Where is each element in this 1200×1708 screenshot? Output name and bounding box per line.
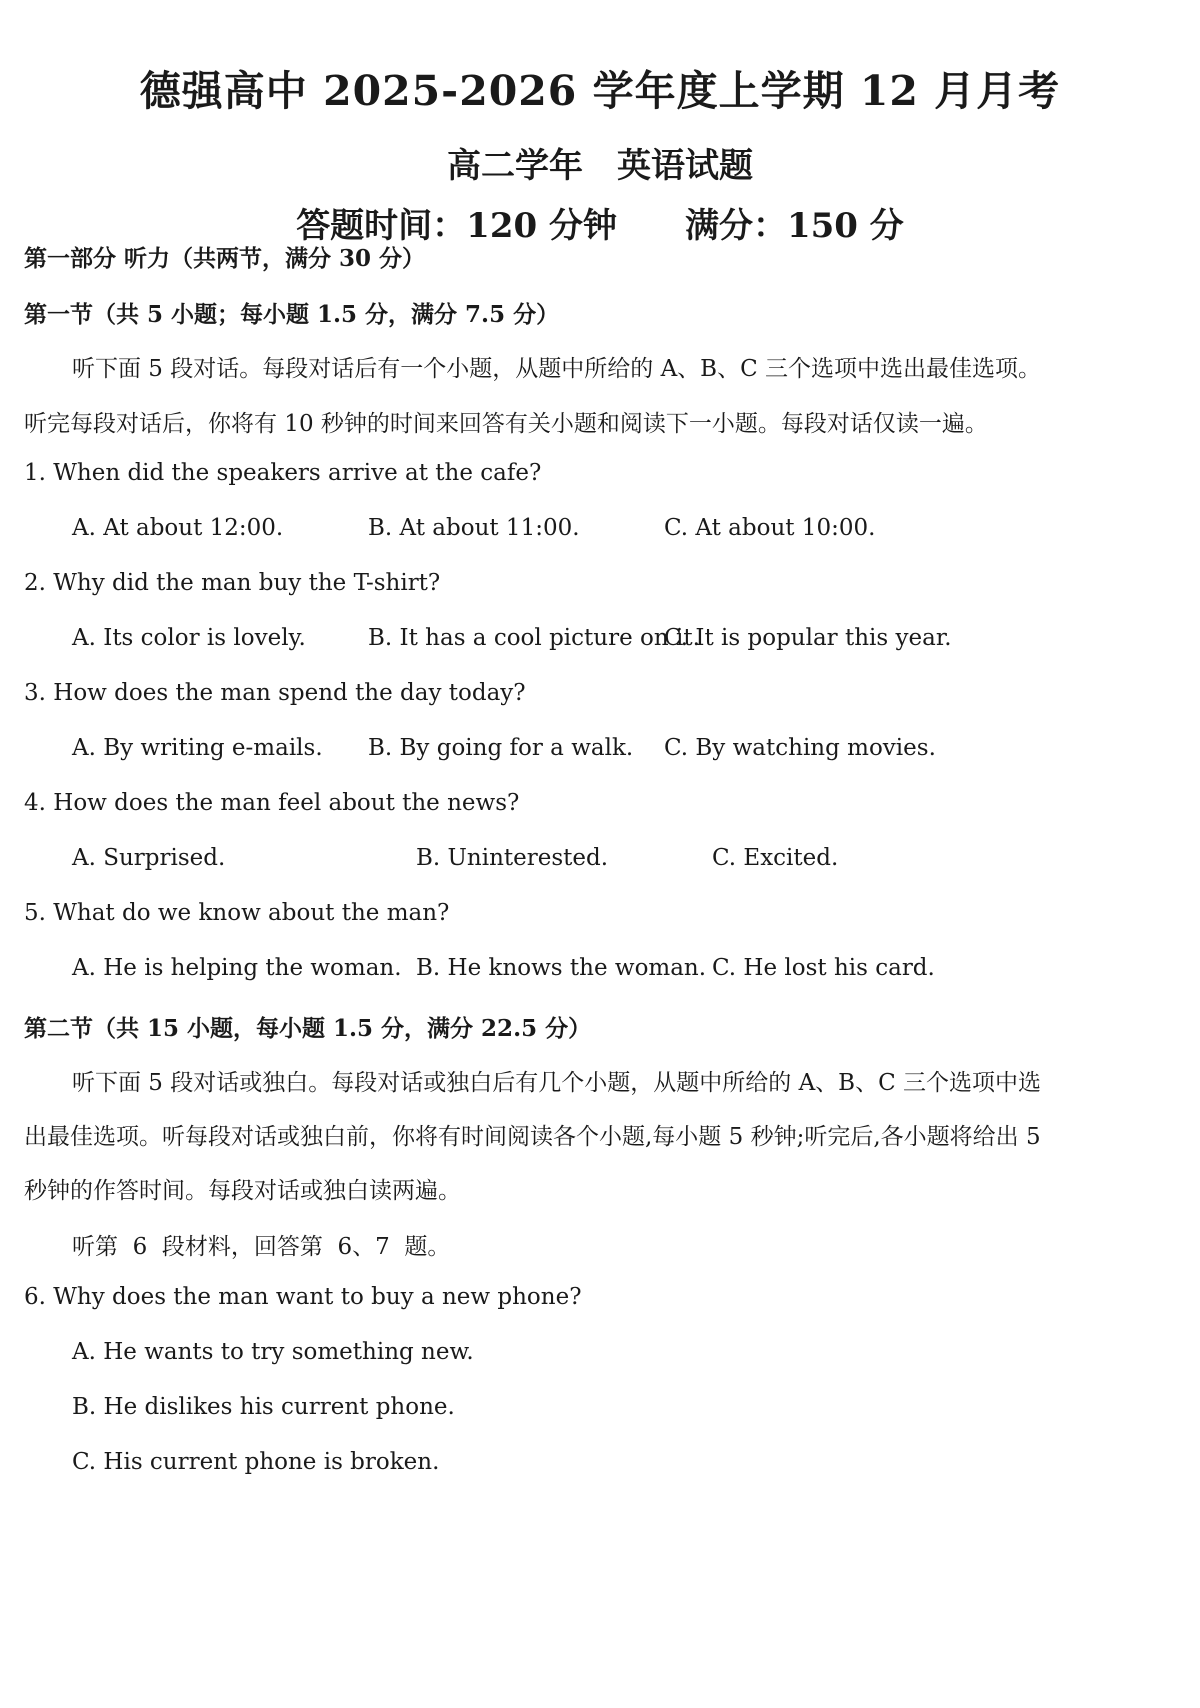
- part1-heading: 第一部分 听力（共两节，满分 30 分）: [24, 245, 426, 272]
- question-2-option-a[interactable]: A. Its color is lovely.: [72, 625, 306, 651]
- question-3-option-b[interactable]: B. By going for a walk.: [368, 735, 634, 761]
- exam-subtitle: 高二学年 英语试题: [447, 146, 753, 186]
- question-3-option-a[interactable]: A. By writing e-mails.: [72, 735, 323, 761]
- exam-time-and-score: 答题时间：120 分钟 满分：150 分: [296, 206, 904, 246]
- question-6-option-b[interactable]: B. He dislikes his current phone.: [72, 1394, 455, 1420]
- section1-instruction-line-2: 听完每段对话后，你将有 10 秒钟的时间来回答有关小题和阅读下一小题。每段对话仅读一遍。: [24, 411, 988, 437]
- question-3-stem: 3. How does the man spend the day today?: [24, 680, 526, 706]
- section1-heading: 第一节（共 5 小题；每小题 1.5 分，满分 7.5 分）: [24, 301, 560, 328]
- question-6-stem: 6. Why does the man want to buy a new phone?: [24, 1284, 582, 1310]
- section2-instruction-line-3: 秒钟的作答时间。每段对话或独白读两遍。: [24, 1178, 461, 1204]
- material-note: 听第 6 段材料，回答第 6、7 题。: [72, 1234, 451, 1260]
- question-6-option-c[interactable]: C. His current phone is broken.: [72, 1449, 440, 1475]
- exam-title: 德强高中 2025-2026 学年度上学期 12 月月考: [139, 67, 1061, 115]
- question-2-option-c[interactable]: C. It is popular this year.: [664, 625, 952, 651]
- question-3-option-c[interactable]: C. By watching movies.: [664, 735, 936, 761]
- question-4-option-c[interactable]: C. Excited.: [712, 845, 839, 871]
- question-1-stem: 1. When did the speakers arrive at the cafe?: [24, 460, 542, 486]
- question-4-option-a[interactable]: A. Surprised.: [72, 845, 226, 871]
- question-2-stem: 2. Why did the man buy the T-shirt?: [24, 570, 441, 596]
- question-1-option-c[interactable]: C. At about 10:00.: [664, 515, 876, 541]
- question-5-option-b[interactable]: B. He knows the woman.: [416, 955, 707, 981]
- section1-instruction-line-1: 听下面 5 段对话。每段对话后有一个小题，从题中所给的 A、B、C 三个选项中选出最佳选项。: [72, 356, 1041, 382]
- question-5-stem: 5. What do we know about the man?: [24, 900, 450, 926]
- section2-heading: 第二节（共 15 小题，每小题 1.5 分，满分 22.5 分）: [24, 1015, 592, 1042]
- question-2-option-b[interactable]: B. It has a cool picture on it.: [368, 625, 700, 651]
- section2-instruction-line-1: 听下面 5 段对话或独白。每段对话或独白后有几个小题，从题中所给的 A、B、C 三个选项中选: [72, 1070, 1041, 1096]
- question-1-option-b[interactable]: B. At about 11:00.: [368, 515, 580, 541]
- question-4-option-b[interactable]: B. Uninterested.: [416, 845, 609, 871]
- question-1-option-a[interactable]: A. At about 12:00.: [72, 515, 284, 541]
- section2-instruction-line-2: 出最佳选项。听每段对话或独白前，你将有时间阅读各个小题,每小题 5 秒钟;听完后,各小题将给出 5: [24, 1124, 1041, 1150]
- question-4-stem: 4. How does the man feel about the news?: [24, 790, 520, 816]
- question-5-option-a[interactable]: A. He is helping the woman.: [72, 955, 402, 981]
- question-5-option-c[interactable]: C. He lost his card.: [712, 955, 935, 981]
- question-6-option-a[interactable]: A. He wants to try something new.: [72, 1339, 474, 1365]
